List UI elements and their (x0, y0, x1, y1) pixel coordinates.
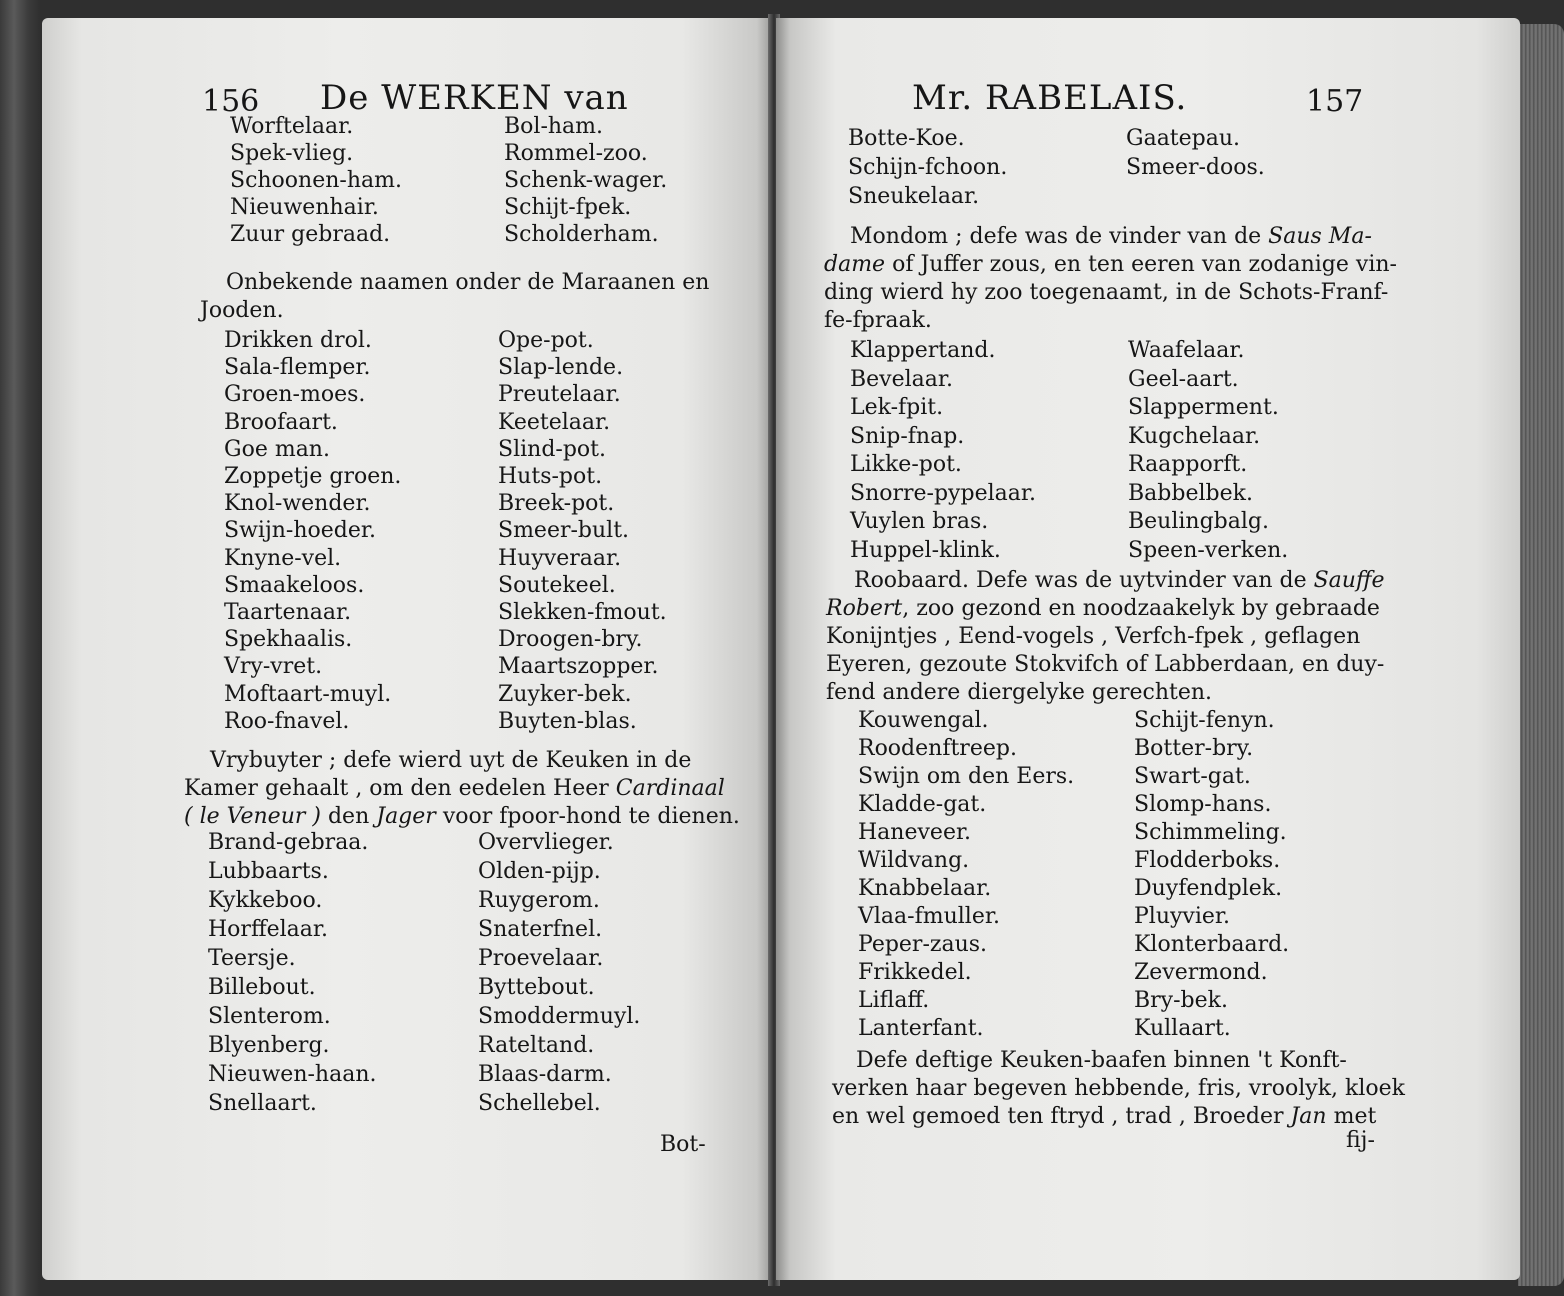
list-item: Smeer-doos. (1126, 155, 1265, 180)
list-item: Smaakeloos. (224, 572, 365, 598)
catchword: Bot- (660, 1132, 706, 1157)
list-item: Breek-pot. (498, 491, 615, 517)
paragraph-line: verken haar begeven hebbende, fris, vroolyk, kloek (832, 1076, 1405, 1101)
list-item: Swijn-hoeder. (224, 518, 376, 544)
paragraph-line: Defe deftige Keuken-baafen binnen 't Konft- (856, 1048, 1347, 1073)
paragraph-line (824, 252, 1397, 278)
list-item: Knabbelaar. (858, 876, 992, 901)
list-item: Zoppetje groen. (224, 464, 402, 489)
list-item: Byttebout. (478, 975, 595, 1000)
list-item: Scholderham. (504, 222, 659, 247)
list-item: Moftaart-muyl. (224, 681, 392, 707)
left-page (42, 18, 772, 1280)
list-item: Huyveraar. (498, 545, 622, 571)
list-item: Raapporft. (1128, 452, 1248, 477)
list-item: Spekhaalis. (224, 627, 353, 653)
page-edges (1518, 24, 1564, 1286)
list-item: Blaas-darm. (478, 1062, 612, 1087)
list-item: Spek-vlieg. (230, 141, 354, 166)
list-item: Vry-vret. (224, 654, 323, 680)
list-item: Peper-zaus. (858, 932, 988, 957)
list-item: Klonterbaard. (1134, 932, 1290, 957)
list-item: Knol-wender. (224, 491, 371, 517)
list-item: Maartszopper. (498, 654, 659, 680)
list-item: Slind-pot. (498, 436, 606, 462)
list-item: Klappertand. (850, 338, 996, 363)
list-item: Ruygerom. (478, 888, 600, 913)
list-item: Pluyvier. (1134, 904, 1231, 929)
list-item: Goe man. (224, 436, 330, 462)
list-item: Lek-fpit. (850, 395, 944, 420)
text-run: Mondom ; defe was de vinder van de (850, 224, 1262, 249)
paragraph-line: fe-fpraak. (824, 308, 932, 333)
list-item: Buyten-blas. (498, 708, 637, 734)
italic-name: Robert (826, 596, 903, 621)
list-item: Bevelaar. (850, 366, 953, 392)
paragraph-line: Jooden. (200, 298, 284, 323)
list-item: Worftelaar. (230, 114, 354, 139)
list-item: Liflaff. (858, 988, 930, 1013)
list-item: Huts-pot. (498, 464, 603, 489)
list-item: Snaterfnel. (478, 917, 603, 942)
list-item: Flodderboks. (1134, 848, 1281, 873)
catchword: fij- (1346, 1128, 1375, 1153)
list-item: Schenk-wager. (504, 168, 668, 193)
running-head: De WERKEN van (320, 78, 629, 118)
list-item: Geel-aart. (1128, 366, 1239, 392)
list-item: Babbelbek. (1128, 480, 1253, 506)
list-item: Preutelaar. (498, 382, 621, 408)
paragraph-line: Vrybuyter ; defe wierd uyt de Keuken in de (210, 748, 692, 773)
text-run: met (1333, 1104, 1377, 1129)
list-item: Smoddermuyl. (478, 1004, 641, 1029)
right-page (776, 18, 1520, 1280)
list-item: Kouwengal. (858, 708, 989, 733)
list-item: Schijt-fenyn. (1134, 708, 1275, 733)
list-item: Zuur gebraad. (230, 222, 391, 247)
list-item: Roo-fnavel. (224, 708, 350, 734)
list-item: Gaatepau. (1126, 126, 1241, 151)
italic-name: Jager (376, 804, 436, 829)
list-item: Huppel-klink. (850, 537, 1001, 563)
list-item: Slapperment. (1128, 395, 1279, 420)
list-item: Sala-flemper. (224, 355, 371, 381)
list-item: Schijn-fchoon. (848, 155, 1008, 180)
list-item: Speen-verken. (1128, 537, 1289, 563)
list-item: Billebout. (208, 975, 316, 1000)
list-item: Kykkeboo. (208, 888, 323, 913)
list-item: Sneukelaar. (848, 184, 980, 209)
paragraph-line: fend andere diergelyke gerechten. (826, 680, 1213, 705)
page-number: 157 (1306, 84, 1364, 119)
list-item: Droogen-bry. (498, 627, 643, 653)
list-item: Rommel-zoo. (504, 141, 648, 166)
list-item: Taartenaar. (224, 600, 352, 625)
list-item: Schoonen-ham. (230, 168, 402, 193)
list-item: Likke-pot. (850, 452, 962, 477)
running-head: Mr. RABELAIS. (912, 78, 1188, 118)
list-item: Ope-pot. (498, 328, 594, 353)
page-number: 156 (202, 84, 260, 119)
list-item: Snorre-pypelaar. (850, 480, 1036, 506)
list-item: Wildvang. (858, 848, 970, 873)
text-run: , zoo gezond en noodzaakelyk by gebraade (902, 596, 1380, 621)
paragraph-line: Konijntjes , Eend-vogels , Verfch-fpek , geflagen (826, 624, 1361, 649)
list-item: Slenterom. (208, 1004, 331, 1029)
paragraph-line (850, 224, 1372, 250)
list-item: Haneveer. (858, 820, 972, 845)
text-run: voor fpoor-hond te dienen. (442, 804, 740, 829)
paragraph-line (184, 776, 725, 802)
list-item: Slekken-fmout. (498, 600, 667, 625)
list-item: Bry-bek. (1134, 988, 1228, 1013)
list-item: Horffelaar. (208, 917, 328, 942)
list-item: Vlaa-fmuller. (858, 904, 1000, 929)
list-item: Zevermond. (1134, 960, 1268, 985)
text-run: den (327, 804, 370, 829)
list-item: Kugchelaar. (1128, 423, 1261, 449)
list-item: Blyenberg. (208, 1033, 330, 1058)
list-item: Keetelaar. (498, 409, 611, 435)
italic-name: Cardinaal (615, 776, 725, 801)
text-run: Kamer gehaalt , om den eedelen Heer (184, 776, 609, 801)
list-item: Bol-ham. (504, 114, 604, 139)
list-item: Botter-bry. (1134, 736, 1254, 761)
list-item: Rateltand. (478, 1033, 595, 1058)
italic-name: dame (824, 252, 886, 277)
list-item: Snip-fnap. (850, 423, 965, 449)
list-item: Kladde-gat. (858, 792, 987, 817)
list-item: Lanterfant. (858, 1016, 984, 1041)
paragraph-line (832, 1104, 1376, 1130)
list-item: Roodenftreep. (858, 736, 1017, 761)
list-item: Nieuwenhair. (230, 195, 379, 220)
paragraph-line: Onbekende naamen onder de Maraanen en (226, 270, 710, 295)
list-item: Teersje. (208, 946, 296, 971)
paragraph-line (826, 596, 1380, 622)
list-item: Overvlieger. (478, 830, 614, 855)
list-item: Slomp-hans. (1134, 792, 1272, 817)
italic-name: Sauffe (1313, 568, 1385, 593)
paragraph-line (184, 804, 740, 830)
italic-name: ( le Veneur ) (184, 804, 321, 829)
text-run: en wel gemoed ten ftryd , trad , Broeder (832, 1104, 1284, 1129)
italic-name: Jan (1290, 1104, 1327, 1129)
list-item: Swart-gat. (1134, 764, 1251, 789)
text-run: Roobaard. Defe was de uytvinder van de (854, 568, 1307, 593)
list-item: Schellebel. (478, 1091, 601, 1116)
list-item: Smeer-bult. (498, 518, 630, 544)
list-item: Botte-Koe. (848, 126, 965, 151)
list-item: Brand-gebraa. (208, 830, 369, 855)
list-item: Broofaart. (224, 409, 338, 435)
list-item: Soutekeel. (498, 572, 616, 598)
list-item: Kullaart. (1134, 1016, 1231, 1041)
list-item: Knyne-vel. (224, 545, 342, 571)
list-item: Zuyker-bek. (498, 681, 632, 707)
list-item: Frikkedel. (858, 960, 972, 985)
list-item: Olden-pijp. (478, 859, 601, 884)
list-item: Beulingbalg. (1128, 509, 1269, 534)
list-item: Groen-moes. (224, 382, 366, 408)
list-item: Snellaart. (208, 1091, 317, 1116)
list-item: Waafelaar. (1128, 338, 1245, 363)
list-item: Duyfendplek. (1134, 876, 1283, 901)
list-item: Proevelaar. (478, 946, 604, 971)
paragraph-line: Eyeren, gezoute Stokvifch of Labberdaan, en duy- (826, 652, 1385, 677)
list-item: Schijt-fpek. (504, 195, 632, 220)
text-run: of Juffer zous, en ten eeren van zodanige vin- (892, 252, 1397, 277)
list-item: Nieuwen-haan. (208, 1062, 377, 1087)
list-item: Vuylen bras. (850, 509, 989, 534)
italic-name: Saus Ma- (1268, 224, 1372, 249)
list-item: Schimmeling. (1134, 820, 1287, 845)
list-item: Drikken drol. (224, 328, 372, 353)
list-item: Swijn om den Eers. (858, 764, 1075, 789)
paragraph-line (854, 568, 1385, 594)
list-item: Lubbaarts. (208, 859, 329, 884)
paragraph-line: ding wierd hy zoo toegenaamt, in de Schots-Franf- (824, 280, 1389, 305)
list-item: Slap-lende. (498, 355, 624, 381)
